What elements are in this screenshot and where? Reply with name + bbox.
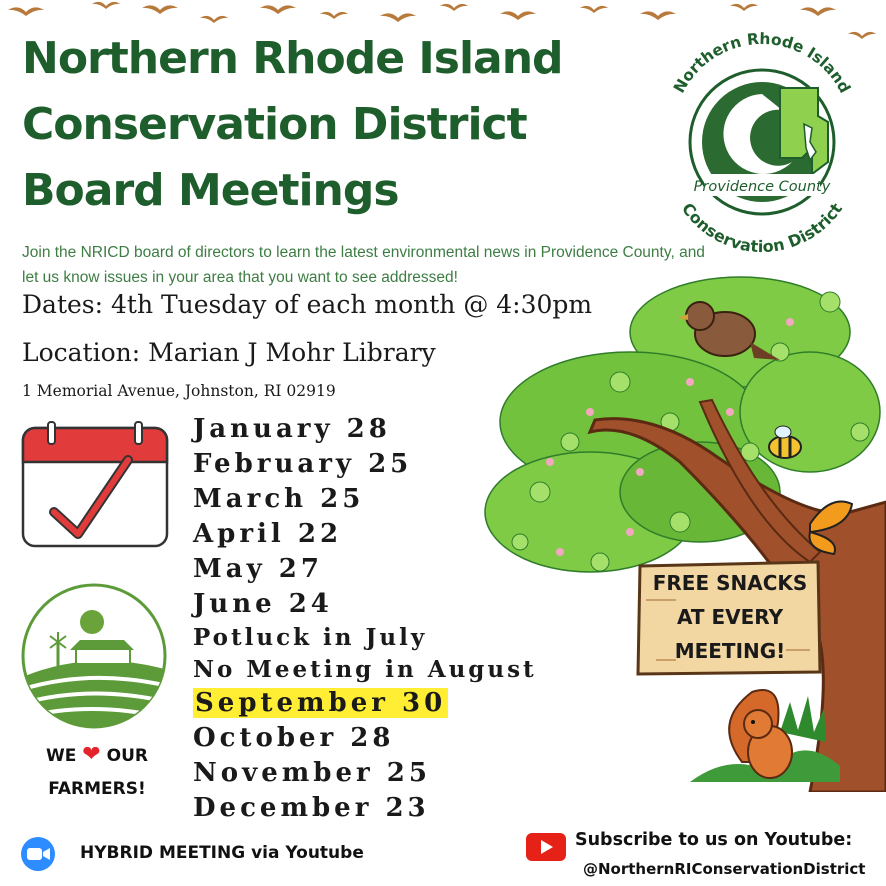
schedule-item: November 25 <box>193 758 431 788</box>
schedule-item: January 28 <box>193 414 391 444</box>
title-line-1: Northern Rhode Island <box>22 33 563 84</box>
schedule-item: No Meeting in August <box>193 656 537 683</box>
our-text: OUR <box>106 746 148 766</box>
schedule-item: March 25 <box>193 484 365 514</box>
schedule-item: December 23 <box>193 793 430 823</box>
logo-top-text: Northern Rhode Island <box>670 29 854 97</box>
title-line-3: Board Meetings <box>22 165 399 216</box>
title-line-2: Conservation District <box>22 99 527 150</box>
sign-line-2: AT EVERY <box>676 605 784 629</box>
farmers-text: FARMERS! <box>48 779 146 799</box>
zoom-icon <box>20 836 56 872</box>
svg-text:Conservation District <box>678 199 846 254</box>
meeting-dates: Dates: 4th Tuesday of each month @ 4:30pm <box>22 290 593 319</box>
page-title <box>22 26 642 224</box>
subscribe-text: Subscribe to us on Youtube: <box>575 830 853 850</box>
youtube-icon[interactable] <box>526 833 566 861</box>
sign-line-3: MEETING! <box>674 639 786 663</box>
schedule-item: Potluck in July <box>193 624 428 651</box>
we-love-our-farmers <box>24 738 170 806</box>
meeting-address: 1 Memorial Avenue, Johnston, RI 02919 <box>22 382 336 400</box>
logo-bottom-text: Conservation District <box>677 199 847 254</box>
schedule-item: October 28 <box>193 723 395 753</box>
schedule-item: June 24 <box>193 589 333 619</box>
farm-icon <box>20 582 168 730</box>
sign-line-1: FREE SNACKS <box>652 571 808 595</box>
schedule-item: April 22 <box>193 519 343 549</box>
free-snacks-sign <box>640 566 820 668</box>
youtube-handle-link[interactable]: @NorthernRIConservationDistrict <box>583 860 866 878</box>
intro-text: Join the NRICD board of directors to learn the latest environmental news in Providence County, and let us know issues in your area that you want to see addressed! <box>22 244 705 286</box>
schedule-item: May 27 <box>193 554 323 584</box>
schedule-item: February 25 <box>193 449 413 479</box>
meeting-location: Location: Marian J Mohr Library <box>22 338 436 367</box>
heart-icon: ❤ <box>82 742 101 767</box>
schedule-item-highlighted: September 30 <box>195 688 447 718</box>
nricd-logo <box>652 24 872 254</box>
logo-middle-text: Providence County <box>693 179 831 195</box>
hybrid-meeting-text: HYBRID MEETING via Youtube <box>80 843 364 863</box>
tree-illustration <box>480 262 886 792</box>
we-text: WE <box>45 746 77 766</box>
calendar-check-icon <box>20 420 170 550</box>
